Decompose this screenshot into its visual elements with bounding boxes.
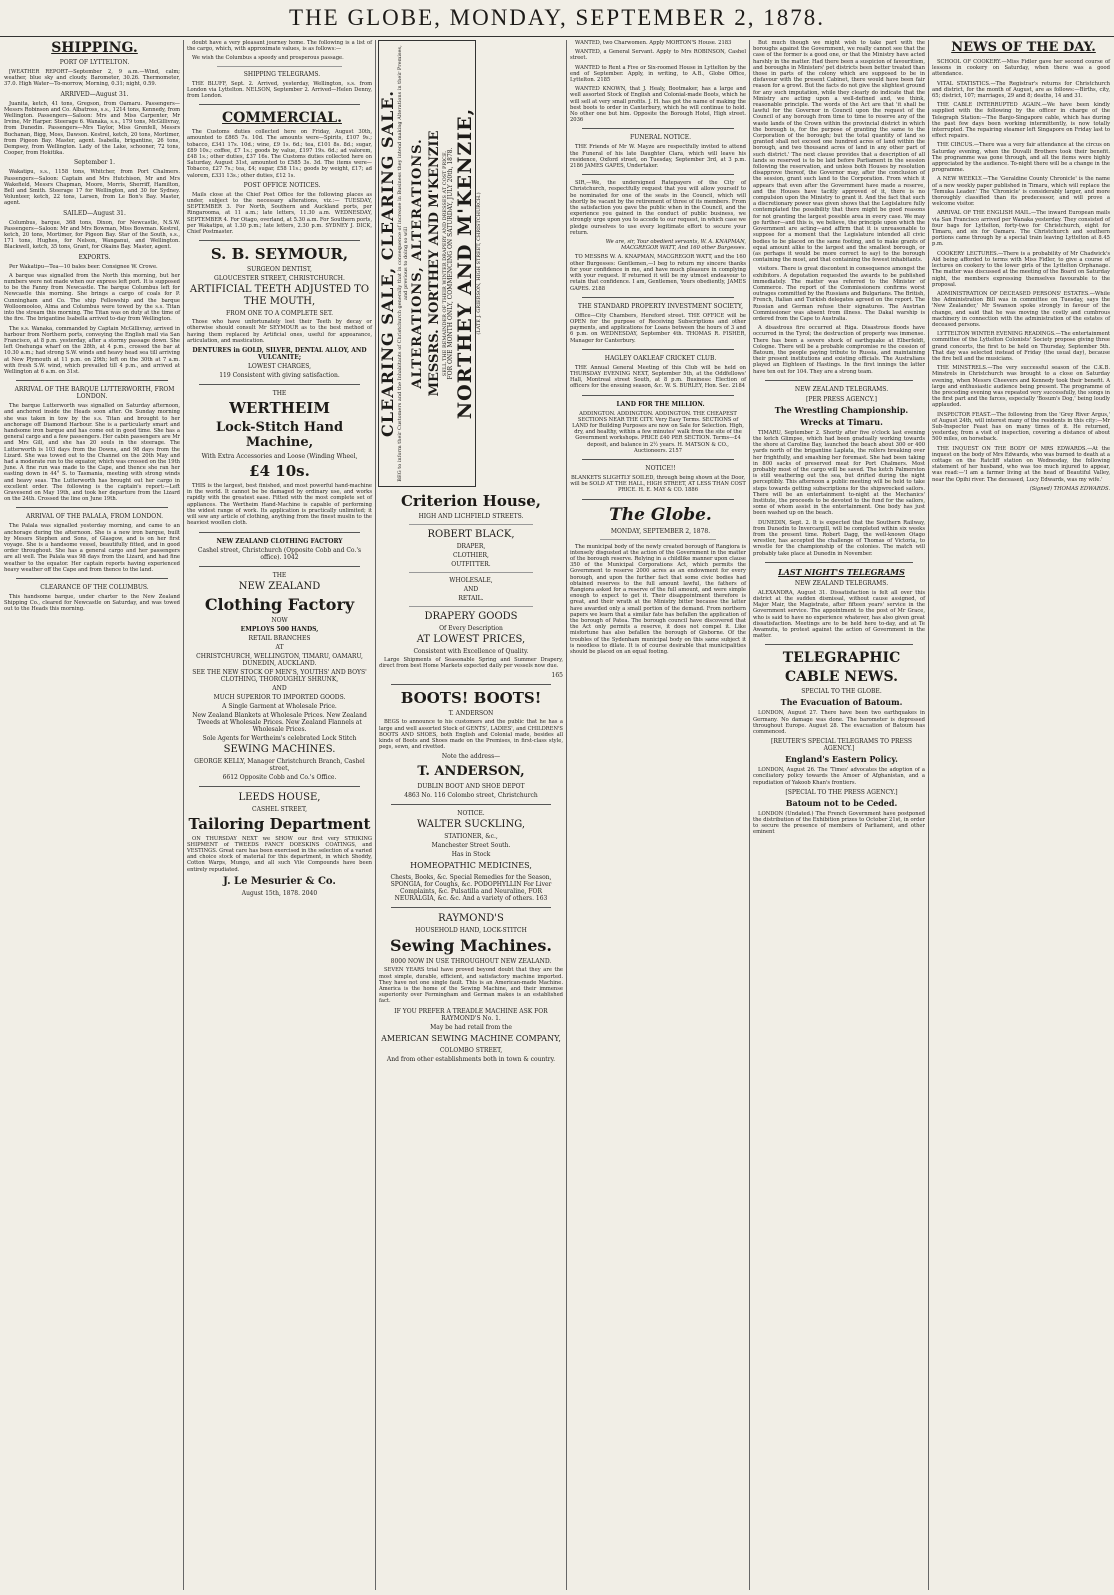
seymour-foot: 119 Consistent with giving satisfaction.: [219, 372, 340, 380]
divider: [409, 606, 533, 607]
factory-garment: A Single Garment at Wholesale Price.: [222, 702, 337, 710]
boots-body: BEGS to announce to his customers and the public that he has a large and well assorted Stock of GENTS', LADIES', and CHILDREN'S BOOTS AND SHOES, both English and Colonial made, besides all kinds of Boots and Shoes made on the Premises, in first-class style, pegs, sewn, and rivetted.: [379, 719, 563, 751]
seymour-charges: LOWEST CHARGES,: [247, 363, 312, 371]
black-name: ROBERT BLACK,: [427, 529, 515, 540]
telegraphic-heading: TELEGRAPHIC: [782, 650, 901, 667]
weather-report: [WEATHER REPORT—September 2, 9 a.m.—Wind, calm; weather, blue sky and cloudy. Barometer, 30.26. Thermometer, 37.0. High Water—To-morrow, Morning, 0.31; night, 0.59.: [4, 69, 180, 88]
shipping-telegrams-heading: SHIPPING TELEGRAMS.: [243, 70, 321, 78]
globe-date: MONDAY, SEPTEMBER 2, 1878.: [610, 527, 711, 535]
nz-clothing-address: Cashel street, Christchurch (Opposite Cobb and Co.'s office). 1042: [197, 546, 362, 561]
news-item: THE CIRCUS.—There was a very fair attendance at the circus on Saturday evening, when the Duvalli Brothers took their benefit. The programme was gone through, and all the items were highly appreciated by the audience. To-night there will be a change in the programme.: [932, 142, 1110, 174]
sept1-heading: September 1.: [73, 159, 116, 167]
wertheim-price: £4 10s.: [249, 462, 310, 481]
sept1-text: Wakatipu, s.s., 1158 tons, Whitcher, from Port Chalmers. Passengers—Saloon: Captain and Mrs Hutchison, Mr and Mrs Wakefield, Messrs Chapman, Moore, Morris, Sherriff, Hamilton, Bell and Smith. Steerage 17 for Wellington, and 30 for Sydney. Volunteer, ketch, 22 tons, Larsen, from Le Bon's Bay. Master, agent.: [4, 169, 180, 207]
batoum-not-ceded-text: LONDON (Undated.) The French Government have postponed the distribution of the Exhibition prizes to October 21st, in order to secure the presence of members of Parliament, and other eminent: [753, 810, 925, 836]
arrivals-text: Juanita, ketch, 41 tons, Gregson, from Oamaru. Passengers—Messrs Robinson and Co. Albatross, s.s., 1214 tons, Kennedy, from Wellington. Passengers—Saloon: Mrs and Miss Carpenter, Mr Irvine, Mr Harper. Steerage 6. Wanaka, s.s., 179 tons, McGillivray, from Dunedin. Passengers—Mrs Taylor, Miss Grenfell, Messrs Buchanan, Bigg, Moss, Dawson. Kestrel, ketch, 20 tons, Mortimer, from Pigeon Bay. Master, agent. Isabella, brigantine, 26 tons, Dempsey, from Wellington. Lady of the Lake, schooner, 72 tons, Cooper, from Hokitika.: [4, 100, 180, 157]
factory-nz: NEW ZEALAND: [238, 580, 321, 592]
commercial-text: The Customs duties collected here on Friday, August 30th, amounted to £865 7s. 10d. The amounts were—Spirits, £107 9s.; tobacco, £341 17s. 10d.; wine, £9 1s. 6d.; tea, £101 8s. 8d.; sugar, £89 10s.; coffee, £7 1s.; goods by value, £197 19s. 6d.; ad valorem, £48 1s.; other duties, £37 16s. The Customs duties collected here on Saturday, August 31st, amounted to £585 3s. 3d. The items were—Tobacco, £27 7s.; tea, £4; sugar, £58 11s.; goods by weight, £17; ad valorem, £331 13s.; other duties, £12 1s.: [187, 129, 372, 179]
lutterworth-heading: ARRIVAL OF THE BARQUE LUTTERWORTH, FROM LONDON.: [14, 386, 175, 401]
editorial-continued: But much though we might wish to take part with the boroughs against the Government, we really cannot see that the case of the former is a good one, or that the Ministry have acted harshly in the matter. Had there been a suspicion of favouritism, and boroughs in Ministers' pet districts been better treated than those in parts of the colony which are supposed to be in disfavour with the present Cabinet, there would have been fair reason for a growl. But the facts do not give the slightest ground for any such imputation, while they clearly do indicate that the Ministry are acting upon a well-defined and, we think, reasonable principle. The words of the Act are that 'it shall be lawful for the Governor in Council upon the request of the Council of any borough from time to time to reserve any of the waste lands of the Crown within the provincial district in which the borough is, for the purpose of granting the same to the Corporation of the borough; but the total quantity of land so granted shall not exceed one hundred acres of land within the borough, and two thousand acres of land in any other part of such district.' The next clause provides that a description of all lands so reserved is to be laid before Parliament in the session following the reservation, and unless both Houses by resolution disapprove thereof, the Governor may, after the conclusion of the session, grant such land to the Corporation. From which it appears that even after the Government have made a reserve, and the Houses have tacitly approved of it, there is no compulsion upon the Ministry to grant it. And the fact that such a discretionary power was given shows that the Legislature fully contemplated the possibility that there might be good reasons for not granting the largest possible area in every case. We may go further—and this is, we believe, the principle upon which the Government are acting—and affirm that it is unreasonable to suppose for a moment that the Legislature intended all civic bodies to be placed on the same footing, and to make grants of equal amount alike to the largest and the smallest borough, or (as perhaps it would be more correct to say) to the borough containing the most, and that containing the fewest inhabitants.: [753, 40, 925, 264]
boots-heading: BOOTS! BOOTS!: [400, 689, 542, 708]
factory-manager: GEORGE KELLY, Manager Christchurch Branch, Cashel street,: [194, 757, 365, 772]
news-item: COOKERY LECTURES.—There is a probability of Mr Chadwick's Aid being afforded to terms with Miss Fidler, to give a course of lectures on cookery to the lower girls of the Lyttelton Orphanage. The matter was discussed at the meeting of the Board on Saturday night, the members expressing themselves favourable to the proposal.: [932, 250, 1110, 288]
cricket-text: THE Annual General Meeting of this Club will be held on THURSDAY EVENING NEXT, September 5th, at the Oddfellows' Hall, Montreal street South, at 8 p.m. Business: Election of officers for the ensuing season, &c. W. S. BURLEY, Hon. Sec. 2184: [570, 364, 746, 390]
banner-messrs: MESSRS. NORTHEY AND M'KENZIE: [427, 130, 442, 397]
last-night-subheading: NEW ZEALAND TELEGRAMS.: [794, 579, 889, 587]
raymond-company: AMERICAN SEWING MACHINE COMPANY,: [381, 1033, 561, 1043]
black-clothier: CLOTHIER,: [453, 552, 489, 559]
black-goods: DRAPERY GOODS: [424, 611, 518, 622]
factory-items: New Zealand Blankets at Wholesale Prices. New Zealand Tweeds at Wholesale Prices. New Zealand Flannels at Wholesale Prices.: [192, 711, 367, 733]
raymond-from: May be had retail from the: [430, 1023, 512, 1031]
suckling-address: Manchester Street South.: [431, 842, 511, 850]
divider: [199, 104, 360, 105]
suckling-stock: Has in Stock: [451, 851, 491, 859]
eastern-policy-heading: England's Eastern Policy.: [785, 754, 898, 765]
news-item: A NEW WEEKLY.—The 'Geraldine County Chronicle' is the name of a new weekly paper published in Timaru, which will replace the 'Temuka Leader.' The 'Chronicle' is considerably larger, and more thoroughly classified than its predecessor, and will prove a welcome visitor.: [932, 176, 1110, 208]
wertheim-machine: Lock-Stitch Hand Machine,: [215, 420, 344, 451]
factory-now: NOW: [271, 616, 288, 624]
suckling-trade: STATIONER, &c.,: [444, 833, 498, 841]
black-description: Of Every Description: [439, 625, 503, 632]
divider: [582, 297, 734, 298]
seymour-address: GLOUCESTER STREET, CHRISTCHURCH.: [214, 275, 345, 283]
property-text: Office—City Chambers, Hereford street. THE OFFICE will be OPEN for the purpose of Receiving Subscriptions and other payments, and applications for Loans between the hours of 3 and 6 p.m. on WEDNESDAY, September 4th. THOMAS R. FISHER, Manager for Canterbury.: [570, 312, 746, 344]
press-agency-label: [PER PRESS AGENCY.]: [806, 395, 877, 403]
criterion-house-ad: [379, 493, 563, 679]
factory-employs: EMPLOYS 500 HANDS,: [240, 625, 319, 633]
wanted-ad: WANTED, two Charwomen. Apply MORTON'S House. 2183: [575, 40, 732, 46]
news-item: VITAL STATISTICS.—The Registrar's returns for Christchurch and district, for the month of August, are as follows:—Births, city, 65; district, 107; marriages, 29 and 8; deaths, 14 and 31.: [932, 80, 1110, 100]
news-item: ADMINISTRATION OF DECEASED PERSONS' ESTATES.—While the Administration Bill was in committee on Tuesday, says the 'New Zealander,' Mr Swanson spoke strongly in favour of the change, and said that he was moving the costly and cumbrous machinery in connection with the administration of the estates of deceased persons.: [932, 290, 1110, 328]
leeds-date: August 15th, 1878. 2040: [241, 889, 318, 897]
boots-note: Note the address—: [441, 753, 501, 761]
last-night-heading: LAST NIGHT'S TELEGRAMS: [778, 566, 905, 577]
port-heading: PORT OF LYTTELTON.: [59, 59, 130, 66]
notice-heading: NOTICE!!: [645, 464, 676, 472]
clearing-sale-banner: [378, 40, 482, 487]
batoum-text: LONDON, August 27. There have been two earthquakes in Germany. No damage was done. The barometer is depressed throughout Europe. August 28. The evacuation of Batoum has commenced.: [753, 710, 925, 736]
factory-agents: Sole Agents for Wertheim's celebrated Lock Stitch: [202, 734, 357, 742]
divider: [391, 684, 551, 685]
wertheim-ad: [187, 390, 372, 526]
divider: [582, 349, 734, 350]
black-retail: RETAIL.: [458, 595, 484, 602]
wertheim-with: With Extra Accessories and Loose (Winding Wheel,: [201, 453, 358, 461]
news-item: THE CABLE INTERRUPTED AGAIN.—We have been kindly supplied with the following by the officer in charge of the Telegraph Station:—The Banjo-Singapore cable, which has during the past few days been working intermittently, is now totally interrupted. The repairing steamer left Singapore on Friday last to effect repairs.: [932, 102, 1110, 140]
sailed-heading: SAILED—August 31.: [63, 209, 126, 217]
editorial-text: The municipal body of the newly created borough of Rangiora is intensely disgusted at the action of the Government in the matter of the borough reserve. Relying in a childlike manner upon clause 350 of the Municipal Corporations Act, which permits the Government to reserve 2000 acres as an endowment for every borough, and upon the further fact that some civic bodies had obtained reserves to the full amount lawful, the fathers of Rangiora asked for a reserve of the full amount, and were simple enough to expect to get it. Their disappointment therefore is great, and their wrath at the Ministry bitter because the latter have awarded only a small portion of the demand. From northern papers we learn that a similar fate has befallen the application of the borough of Patea. The borough council have discovered that the Act only permits a reserve, it does not compel it. Like misfortune has also befallen the borough of Gisborne. Of the troubles of the Sydenham municipal body on this same subject it is needless to dilate. It is of course desirable that municipalities should be placed on an equal footing.: [570, 543, 746, 656]
cargo-intro: doubt have a very pleasant journey home. The following is a list of the cargo, which, with approximate values, is as follows:—: [187, 40, 372, 53]
black-number: 165: [551, 672, 563, 680]
seymour-title: SURGEON DENTIST,: [247, 266, 312, 274]
seymour-price: FROM ONE TO A COMPLETE SET.: [225, 310, 334, 318]
boots-name: T. ANDERSON: [448, 710, 494, 718]
raymond-treadle: IF YOU PREFER A TREADLE MACHINE ASK FOR RAYMOND'S No. 1.: [394, 1007, 548, 1022]
nz-clothing-heading: NEW ZEALAND CLOTHING FACTORY: [216, 537, 343, 545]
divider: [582, 174, 734, 175]
leeds-department: Tailoring Department: [188, 814, 371, 833]
nz-telegrams-heading: NEW ZEALAND TELEGRAMS.: [794, 385, 889, 393]
suckling-medicines: HOMEOPATHIC MEDICINES,: [410, 861, 532, 871]
masthead-title: THE GLOBE, MONDAY, SEPTEMBER 2, 1878.: [289, 5, 825, 30]
alexandra-text: ALEXANDRA, August 31. Dissatisfaction is felt all over this district at the sudden dismissal, without cause assigned, of Major Mair, the Magistrate, after fifteen years' service in the Government service. The appointment to the post of Mr Grace, who is said to have no experience whatever, has also given great dissatisfaction. Meetings are to be held here to-day, and at Te Awamutu, to protest against the action of Government in the matter.: [753, 589, 925, 640]
suckling-body: Chests, Books, &c. Special Remedies for the Season, SPONGIA, for Coughs, &c. PODOPHYLLIN For Liver Complaints, &c. Pulsatilla and Neuraline, FOR NEURALGIA, &c. &c. And a variety of others. 163: [390, 874, 552, 903]
news-item: THE INQUEST ON THE BODY OF MRS EDWARDS.—At the inquest on the body of Mrs Edwards, who was burned to death at a cottage on the Ratcliff station on Wednesday, the following statement of her husband, who was too much injured to appear, was read:—'I am a farmer living at the head of Beautiful Valley, near the Opihi river. The deceased, Lucy Edwards, was my wife.': [932, 445, 1110, 483]
divider: [600, 539, 716, 540]
column-telegrams: [753, 40, 925, 1590]
lutterworth-text: The barque Lutterworth was signalled on Saturday afternoon, and anchored inside the Heads soon after. On Sunday morning she was taken in tow by the s.s. Titan and brought to her anchorage off Diamond Harbour. She is a particularly smart and handsome iron barque and has come out in good time. She has a general cargo and a few passengers. Her cabin passengers are Mr and Mrs Gill, and she has 20 souls in the steerage. The Lutterworth is 103 days from the Downs, and 98 days from the Lizard. She was towed out to the Channel on the 20th May and had a moderate run to the equator, which was crossed on the 19th June. A fine run was made to the Cape, and thence she ran her easting down in 44° S. to Tasmania, meeting with strong winds and heavy seas. The Lutterworth has brought out her cargo in excellent order. The following is the captain's report:—Left Gravesend on May 19th, and took her departure from the Lizard on the 24th. Crossed the line on June 19th.: [4, 403, 180, 503]
masthead: [0, 0, 1114, 37]
nz-clothing-ad: [187, 538, 372, 561]
factory-at: AT: [275, 643, 284, 651]
sailed-text: Columbus, barque, 368 tons, Dixon, for Newcastle, N.S.W. Passengers—Saloon: Mr and Mrs Bowman, Miss Bowman. Kestrel, ketch, 20 tons, Mortimer, for Pigeon Bay. Star of the South, s.s., 171 tons, Hughes, for Nelson, Wanganui, and Wellington. Blackwell, ketch, 35 tons, Grant, for Okains Bay. Master, agent.: [4, 219, 180, 251]
post-office-text: Mails close at the Chief Post Office for the following places as under, subject to the necessary alterations, viz.:— TUESDAY, SEPTEMBER 3. For North, Southern and Auckland ports, per Ringarooma, at 11 a.m.; late letters, 11.30 a.m. WEDNESDAY, SEPTEMBER 4. For Otago, overland, at 5.30 a.m. For Southern ports, per Wakatipu, at 1.30 p.m.; late letters, 2.30 p.m. SYDNEY J. DICK, Chief Postmaster.: [187, 191, 372, 236]
column-rule: [928, 40, 929, 1590]
black-quality: Consistent with Excellence of Quality.: [413, 648, 529, 655]
funeral-text: THE Friends of Mr W. Mayze are respectfully invited to attend the Funeral of his late Daughter Clara, which will leave his residence, Oxford street, on Tuesday, September 3rd, at 3 p.m. 2186 JAMES GAPES, Undertaker.: [570, 144, 746, 170]
raymond-street: COLOMBO STREET,: [439, 1046, 503, 1054]
clothing-factory-ad: [187, 572, 372, 781]
notice-heading: NOTICE.: [457, 810, 485, 818]
boots-foot: 4863 No. 116 Colombo street, Christchurch: [404, 792, 538, 800]
palala-text: The Palala was signalled yesterday morning, and came to an anchorage during the afternoon. She is a new iron barque, built by Messrs Stephen and Sons, of Glasgow, and is on her first voyage. She is a handsome vessel, beautifully fitted, and in good order throughout. She has a general cargo and her passengers are all well. The Palala was 98 days from the Lizard, and had fine weather to the equator. Her captain reports having experienced heavy weather off the Cape and from thence to the land.: [4, 523, 180, 573]
cargo-total: We wish the Columbus a speedy and prosperous passage.: [192, 55, 344, 62]
land-heading: LAND FOR THE MILLION.: [616, 400, 705, 408]
column-rule: [566, 40, 567, 1590]
wertheim-the: THE: [272, 390, 287, 398]
batoum-not-ceded-heading: Batoum not to be Ceded.: [785, 797, 898, 808]
wrecks-text: TIMARU, September 2. Shortly after five o'clock last evening the ketch Glimpse, which had been gradually working towards the shore at Caroline Bay, launched the beach about 300 or 400 yards north of the brigantine Laplata, the rollers breaking over her frightfully, and smashing her foremast. She had been taking in 800 sacks of preserved meat for Port Chalmers. Most probably most of the cargo will be saved. The ketch Palmerston is still weathering out the sea, but drifted during the night perceptibly. This afternoon a public meeting will be held to take steps towards getting subscriptions for the shipwrecked sailors. There will be an entertainment to-night at the Mechanics' Institute, the proceeds to be devoted to the fund for the sailors, some of whom assist in the entertainment. One body has just been washed up on the beach.: [753, 429, 925, 517]
divider: [199, 786, 360, 787]
arrived-heading: ARRIVED—August 31.: [60, 90, 129, 98]
news-item: SCHOOL OF COOKERY.—Miss Fidler gave her second course of lessons in cookery on Saturday, when there was a good attendance.: [932, 59, 1110, 78]
raymond-in-use: 8000 NOW IN USE THROUGHOUT NEW ZEALAND.: [390, 958, 552, 966]
cricket-heading: HAGLEY OAKLEAF CRICKET CLUB.: [604, 354, 717, 362]
raymond-subheading: HOUSEHOLD HAND, LOCK-STITCH: [415, 927, 527, 935]
property-heading: THE STANDARD PROPERTY INVESTMENT SOCIETY,: [577, 302, 744, 310]
black-prices: AT LOWEST PRICES,: [416, 634, 526, 645]
column-notices: [570, 40, 746, 1590]
factory-the: THE: [272, 571, 287, 579]
seymour-ad: [187, 246, 372, 379]
exports-heading: EXPORTS.: [78, 253, 111, 261]
boots-ad: [379, 690, 563, 799]
cable-news-heading: CABLE NEWS.: [785, 669, 898, 686]
banner-intro: BEG to inform their Customers and the Inhabitants of Christchurch generally that in consequence of increase in Business they intend making Alterations in their Premises, and previous to doing so will: [397, 45, 409, 482]
shipping-news: The s.s. Wanaka, commanded by Captain McGillivray, arrived in harbour from Northern ports, conveying the English mail via San Francisco, at 8 p.m. yesterday, after a stormy passage down. She left Onehunga wharf on the 28th, at 4 p.m., crossed the bar at 10.30 a.m.; had strong S.W. winds and heavy head sea till arriving at New Plymouth at 11 p.m. on 29th; left on the 30th at 7 a.m. with fresh S.W. wind, which prevailed till 4 p.m., and arrived at Wellington at 6 a.m. on 31st.: [4, 325, 180, 375]
raymond-machines: Sewing Machines.: [390, 936, 552, 956]
shipping-news: A barque was signalled from the North this morning, but her numbers were not made when our express left port. It is supposed to be the Fanny from Newcastle. The barque Columbus left for Newcastle this morning. She brings a cargo of coals for P. Cunningham and Co. The ship Fellowship and the barque Wolloomooloo, Alma and Columbus were towed by the s.s. Titan into the stream this morning. The Titan was on duty at the time of the fire. The brigantine Isabella arrived to-day from Wellington.: [4, 272, 180, 323]
suckling-ad: [379, 810, 563, 902]
banner-firm: NORTHEY AND M'KENZIE,: [454, 107, 476, 420]
dunedin-text: DUNEDIN, Sept. 2. It is expected that the Southern Railway, from Dunedin to Invercargill, will be completed within six weeks from the present time. Robert Dagg, the well-known Otago wrestler, has accepted the challenge of Thomas of Victoria, to wrestle for the championship of the colonies. The match will probably take place at Dunedin in November.: [753, 519, 925, 557]
raymond-foot: And from other establishments both in town & country.: [386, 1055, 556, 1063]
boots-name-large: T. ANDERSON,: [417, 764, 525, 780]
column-rule: [375, 40, 376, 1590]
divider: [16, 578, 168, 579]
wanted-ad: WANTED KNOWN, that J. Healy, Bootmaker, has a large and well assorted Stock of English and Colonial-made Boots, which he will sell at very small profits. J. H. has got the name of making the best boots to order in Canterbury, which he will continue to hold. No other one but him. Opposite the Borough Hotel, High street. 2036: [570, 86, 746, 124]
divider: [582, 499, 734, 500]
raymond-body: SEVEN YEARS trial have proved beyond doubt that they are the most simple, durable, efficient, and satisfactory machine imported. They have not one single fault. This is an American-made Machine. America is the home of the Sewing Machine, and their immense superiority over Fermingham and German makes is an established fact.: [379, 967, 563, 1005]
divider: [582, 128, 734, 129]
shipping-telegrams-text: THE BLUFF, Sept. 2. Arrived, yesterday, Wellington, s.s. from London via Lyttelton. NELSON, September 2. Arrived—Helen Denny, from London.: [187, 80, 372, 100]
divider: [765, 644, 913, 645]
land-text: ADDINGTON. ADDINGTON. ADDINGTON. THE CHEAPEST SECTIONS NEAR THE CITY. Very Easy Terms. SECTIONS of LAND for Building Purposes are now on Sale for Selection. High, dry, and healthy, within a few minutes' walk from the site of the Government workshops. PRICE £40 PER SECTION. Terms—£4 deposit, and balance in 2½ years. H. MATSON & CO., Auctioneers. 2157: [572, 410, 744, 454]
criterion-heading: Criterion House,: [400, 492, 542, 510]
seymour-body: Those who have unfortunately lost their Teeth by decay or otherwise should consult Mr SEYMOUR as to the best method of having them replaced by Artificial ones, useful for appearance, articulation, and mastication.: [187, 319, 372, 344]
factory-and: AND: [272, 684, 287, 692]
leeds-name: LEEDS HOUSE,: [238, 791, 321, 803]
column-rule: [183, 40, 184, 1590]
riga-text: A disastrous fire occurred at Riga. Disastrous floods have occurred in the Tyrol; the destruction of property was immense. There has been a severe shock of earthquake at Elberfeldt, Cologne. There will be a probable compromise re the cession of Batoum, the people paying tribute to Russia, and maintaining their present institutions and existing officials. The Australians played an Eighteen of Hastings. In the first innings the latter have ten out for 104. They are a strong team.: [753, 325, 925, 375]
divider: [391, 907, 551, 908]
palala-heading: ARRIVAL OF THE PALALA, FROM LONDON.: [26, 513, 163, 521]
leeds-body: ON THURSDAY NEXT we SHOW our first very STRIKING SHIPMENT of TWEEDS FANCY DOESKINS COATINGS, and VESTINGS. Great care has been exercised in the selection of a varied and choice stock of material for this department, in which Shoddy, Cotton Warps, Mungo, and all such Vile Compounds have been entirely repudiated.: [187, 835, 372, 873]
inquest-signature: (Signed) THOMAS EDWARDS.: [1029, 485, 1110, 492]
black-wholesale: WHOLESALE,: [449, 577, 493, 584]
divider: [409, 572, 533, 573]
suckling-name: WALTER SUCKLING,: [416, 819, 526, 831]
raymond-ad: [379, 913, 563, 1062]
raymond-heading: RAYMOND'S: [438, 913, 504, 925]
factory-see: SEE THE NEW STOCK OF MEN'S, YOUTHS' AND BOYS' CLOTHING, THOROUGHLY SHRUNK,: [192, 668, 367, 683]
blankets-text: BLANKETS SLIGHTLY SOILED, through being shown at the Door, will be SOLD AT THE HALL, HIGH STREET, AT LESS THAN COST PRICE. H. E. MAY & CO. 1886: [570, 474, 746, 494]
black-body: Large Shipments of Seasonable Spring and Summer Drapery, direct from best Home Markets expected daily per vessels now due.: [379, 657, 563, 670]
column-shipping: [4, 40, 180, 1590]
news-item: LYTTELTON WINTER EVENING READINGS.—The entertainment committee of the Lyttelton Colonists' Society propose giving three grand concerts, the first to be held on Thursday, September 5th. That day was selected instead of Friday (the usual day), because the fire bell and the musicians.: [932, 331, 1110, 362]
banner-late: (LATE J. GRIERSON, HIGH STREET, CHRISTCHURCH.): [476, 192, 482, 335]
globe-title: The Globe.: [609, 504, 712, 525]
wanted-ad: WANTED to Rent a Five or Six-roomed House in Lyttelton by the end of September. Apply, in writing, to A.B., Globe Office, Lyttelton. 2185: [570, 64, 746, 84]
black-draper: DRAPER,: [456, 543, 486, 550]
clearance-text: This handsome barque, under charter to the New Zealand Shipping Co., cleared for Newcastle on Saturday, and was towed out to the Heads this morning.: [4, 594, 180, 613]
news-item: ARRIVAL OF THE ENGLISH MAIL.—The inward European mails via San Francisco arrived per Wanaka yesterday. They consisted of four bags for Lyttelton, forty-two for Christchurch, eight for Timaru, and six for Oamaru. The Christchurch and southern portions came through by a special train leaving Lyttelton at 8.45 p.m.: [932, 210, 1110, 248]
divider: [199, 384, 360, 385]
visitors-text: visitors. There is great discontent in consequence amongst the exhibitors. A deputation requested the awards to be published immediately. The matter was referred to the Minister of Commerce. The report of the Commissioners confirms worst outrages committed by the Russians and Bulgarians. The British, French, Italian and Turkish delegates agreed on the report. The Russian and German refuse their signatures. The Austrian Commissioner was absent from illness. The Dakal warship is ordered from the Cape to Australia.: [753, 266, 925, 322]
divider: [582, 395, 734, 396]
exports-text: Per Wakatipu—Tea—10 bales beer. Consignee W. Crowe.: [9, 263, 158, 270]
factory-foot: 6612 Opposite Cobb and Co.'s Office.: [222, 773, 337, 781]
column-commercial: [187, 40, 372, 1590]
divider: [217, 66, 342, 67]
clearance-heading: CLEARANCE OF THE COLUMBUS.: [40, 584, 149, 591]
ratepayers-signature: We are, sir, Your obedient servants, W. A. KNAPMAN, MACGREGOR WATT, And 160 other Burgesses.: [605, 239, 746, 252]
post-office-heading: POST OFFICE NOTICES.: [243, 181, 321, 189]
factory-sewing: SEWING MACHINES.: [223, 743, 336, 755]
wrestling-heading: The Wrestling Championship.: [774, 404, 909, 415]
knapman-reply: TO MESSRS W. A. KNAPMAN, MACGREGOR WATT, and the 160 other Burgesses: Gentlemen,—I beg to return my sincere thanks for your confidence in me, and have much pleasure in complying with your request. If returned it will be my utmost endeavour to retain that confidence. I am, Gentlemen, Yours obediently, JAMES GAPES. 2188: [570, 254, 746, 292]
divider: [199, 566, 360, 567]
divider: [765, 562, 913, 563]
special-heading: SPECIAL TO THE GLOBE.: [801, 688, 882, 696]
wrecks-heading: Wrecks at Timaru.: [800, 416, 883, 427]
divider: [16, 380, 168, 381]
news-item: INSPECTOR FEAST.—The following from the 'Grey River Argus,' of August 24th, will interest many of the residents in this city:—Mr Sub-Inspector Feast has on many times of it. He returned, yesterday, from a visit of inspection, covering a distance of about 500 miles, on horseback.: [932, 411, 1110, 443]
divider: [16, 507, 168, 508]
divider: [199, 532, 360, 533]
ratepayers-letter: SIR,—We, the undersigned Ratepayers of the City of Christchurch, respectfully request that you will allow yourself to be nominated for one of the seats in the Council, which will shortly be vacant by the retirement of three of its members. From the satisfaction you gave the public when in the Council, and the experience you gained in the conduct of public business, we strongly urge upon you to accede to our request, in which case we pledge ourselves to use every legitimate effort to secure your return.: [570, 180, 746, 236]
news-item: THE MINSTRELS.—The very successful season of the C.K.B. Minstrels in Christchurch was brought to a close on Saturday evening, when Messrs Cheevers and Kennedy took their benefit. A large and enthusiastic audience being present. The programme of the preceding evening was repeated very successfully, the songs in the first part and the farces, especially 'Bosum's Dog,' being loudly applauded.: [932, 365, 1110, 409]
factory-retail: RETAIL BRANCHES: [248, 634, 311, 642]
factory-superior: MUCH SUPERIOR TO IMPORTED GOODS.: [213, 693, 346, 701]
column-rule: [749, 40, 750, 1590]
seymour-dentures: DENTURES in GOLD, SILVER, DENTAL ALLOY, AND VULCANITE;: [192, 347, 367, 362]
divider: [409, 524, 533, 525]
wanted-ad: WANTED, a General Servant. Apply to Mrs ROBINSON, Cashel street.: [570, 49, 746, 62]
banner-dates: FOR ONE MONTH ONLY, COMMENCING ON SATURDAY, JULY 20th, 1878.: [447, 147, 454, 380]
wertheim-name: WERTHEIM: [229, 399, 330, 418]
special-agency-label: [SPECIAL TO THE PRESS AGENCY.]: [785, 788, 898, 796]
reuter-label: [REUTER'S SPECIAL TELEGRAMS TO PRESS AGENCY.]: [770, 738, 912, 753]
news-of-the-day-heading: NEWS OF THE DAY.: [951, 40, 1096, 55]
leeds-street: CASHEL STREET,: [252, 805, 307, 813]
wertheim-body: THIS is the largest, best finished, and most powerful hand-machine in the world. It cannot be be damaged by ordinary use, and works rapidly with the greatest ease. Fitted with the most complete set of appliances. The Wertheim Hand-Machine is capable of performing the widest range of work. Its application is practically unlimited; it will sew any article of clothing, anything from the finest muslin to the heaviest woollen cloth.: [187, 483, 372, 527]
column-ads: [379, 490, 563, 1590]
factory-towns: CHRISTCHURCH, WELLINGTON, TIMARU, OAMARU, DUNEDIN, AUCKLAND.: [196, 652, 363, 667]
black-outfitter: OUTFITTER.: [451, 561, 491, 568]
commercial-heading: COMMERCIAL.: [222, 110, 342, 127]
leeds-house-ad: [187, 792, 372, 897]
banner-alterations: ALTERATIONS, ALTERATIONS.: [410, 138, 425, 389]
funeral-heading: FUNERAL NOTICE.: [629, 134, 691, 142]
batoum-heading: The Evacuation of Batoum.: [780, 697, 903, 708]
shipping-heading: SHIPPING.: [51, 40, 138, 56]
divider: [765, 380, 913, 381]
boots-address: DUBLIN BOOT AND SHOE DEPOT: [417, 783, 525, 791]
factory-name: Clothing Factory: [204, 594, 355, 614]
seymour-name: S. B. SEYMOUR,: [210, 245, 349, 264]
divider: [582, 459, 734, 460]
divider: [199, 240, 360, 241]
seymour-artificial: ARTIFICIAL TEETH ADJUSTED TO THE MOUTH,: [189, 284, 370, 308]
banner-clearing-sale: CLEARING SALE, CLEARING SALE.: [378, 90, 397, 438]
criterion-address: HIGH AND LICHFIELD STREETS.: [418, 513, 524, 520]
black-and: AND: [463, 586, 479, 593]
banner-sell: SELL THE REMAINDER OF THEIR WINTER DRAPERY AND DRESSES AT COST PRICE.: [442, 150, 448, 377]
divider: [391, 804, 551, 805]
column-news-of-the-day: [932, 40, 1110, 1590]
leeds-firm: J. Le Mesurier & Co.: [223, 875, 336, 887]
eastern-policy-text: LONDON, August 26. The 'Times' advocates the adoption of a conciliatory policy towards the Amoer of Afghanistan, and a repudiation of Yakoob Khan's frontiers.: [753, 767, 925, 786]
